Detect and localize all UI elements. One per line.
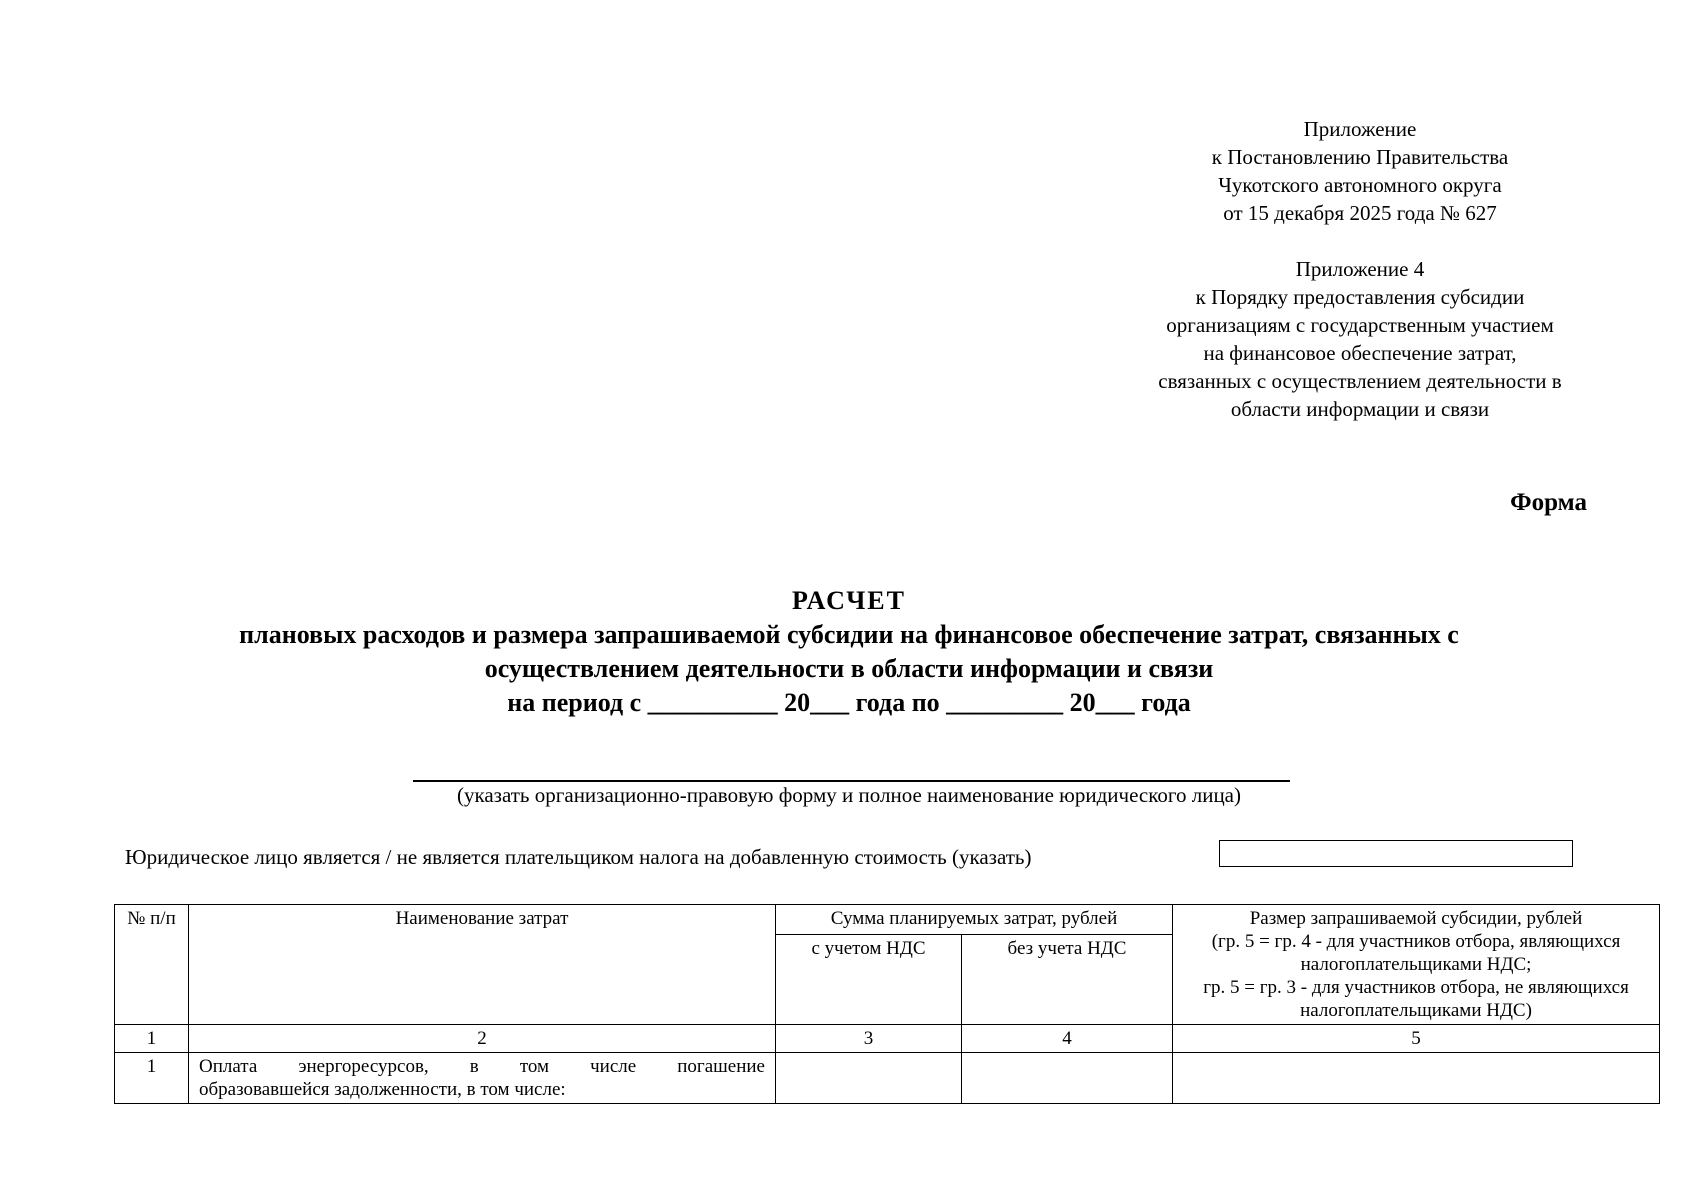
appendix-block: [1100, 115, 1620, 227]
header-num: № п/п: [115, 905, 189, 1025]
form-label: Форма: [1510, 489, 1587, 516]
column-number: 2: [189, 1025, 776, 1053]
vat-statement: Юридическое лицо является / не является плательщиком налога на добавленную стоимость (указать): [125, 845, 1032, 869]
title-period-line: на период с __________ 20___ года по _________ 20___ года: [507, 688, 1191, 717]
header-planned: Сумма планируемых затрат, рублей: [776, 905, 1173, 935]
column-number-row: [115, 1025, 1660, 1053]
row-name-line-2: образовавшейся задолженности, в том числе:: [199, 1079, 566, 1100]
header-subsidy: [1173, 905, 1660, 1025]
column-number: 5: [1173, 1025, 1660, 1053]
header-without-vat: без учета НДС: [962, 935, 1173, 1025]
column-number: 4: [962, 1025, 1173, 1053]
table-row: [115, 1053, 1660, 1104]
header-subsidy-title: Размер запрашиваемой субсидии, рублей: [1249, 908, 1583, 929]
table-header-row: [115, 905, 1660, 935]
appendix-line: Приложение: [1303, 117, 1417, 141]
header-subsidy-rule-2: гр. 5 = гр. 3 - для участников отбора, не являющихся налогоплательщиками НДС): [1203, 977, 1629, 1021]
title-line-2: осуществлением деятельности в области информации и связи: [484, 654, 1214, 683]
row-subsidy-cell[interactable]: [1173, 1053, 1660, 1104]
appendix4-block: [1100, 255, 1620, 423]
header-subsidy-rule-1: (гр. 5 = гр. 4 - для участников отбора, являющихся налогоплательщиками НДС;: [1211, 931, 1621, 975]
org-name-blank-line[interactable]: [413, 780, 1290, 782]
appendix-line: к Постановлению Правительства: [1211, 145, 1509, 169]
column-number: 1: [115, 1025, 189, 1053]
row-num: 1: [115, 1053, 189, 1104]
row-with-vat-cell[interactable]: [776, 1053, 962, 1104]
row-without-vat-cell[interactable]: [962, 1053, 1173, 1104]
column-number: 3: [776, 1025, 962, 1053]
header-name: Наименование затрат: [189, 905, 776, 1025]
org-name-caption: (указать организационно-правовую форму и полное наименование юридического лица): [456, 783, 1241, 807]
appendix4-line: области информации и связи: [1230, 397, 1490, 421]
appendix4-line: связанных с осуществлением деятельности в: [1158, 369, 1562, 393]
appendix4-line: к Порядку предоставления субсидии: [1195, 285, 1525, 309]
vat-status-field[interactable]: [1219, 840, 1573, 867]
costs-table: [114, 904, 1660, 1104]
row-name: [189, 1053, 776, 1104]
row-name-line-1: Оплата энергоресурсов, в том числе погашение: [199, 1056, 765, 1077]
document-title: [0, 584, 1698, 720]
appendix-line: Чукотского автономного округа: [1218, 173, 1502, 197]
header-with-vat: с учетом НДС: [776, 935, 962, 1025]
title-line-1: плановых расходов и размера запрашиваемой субсидии на финансовое обеспечение затрат, связанных с: [239, 620, 1459, 649]
appendix4-line: на финансовое обеспечение затрат,: [1203, 341, 1517, 365]
appendix-line: от 15 декабря 2025 года № 627: [1223, 201, 1497, 225]
appendix4-line: организациям с государственным участием: [1166, 313, 1554, 337]
title-main: РАСЧЕТ: [792, 586, 906, 615]
appendix4-line: Приложение 4: [1295, 257, 1425, 281]
